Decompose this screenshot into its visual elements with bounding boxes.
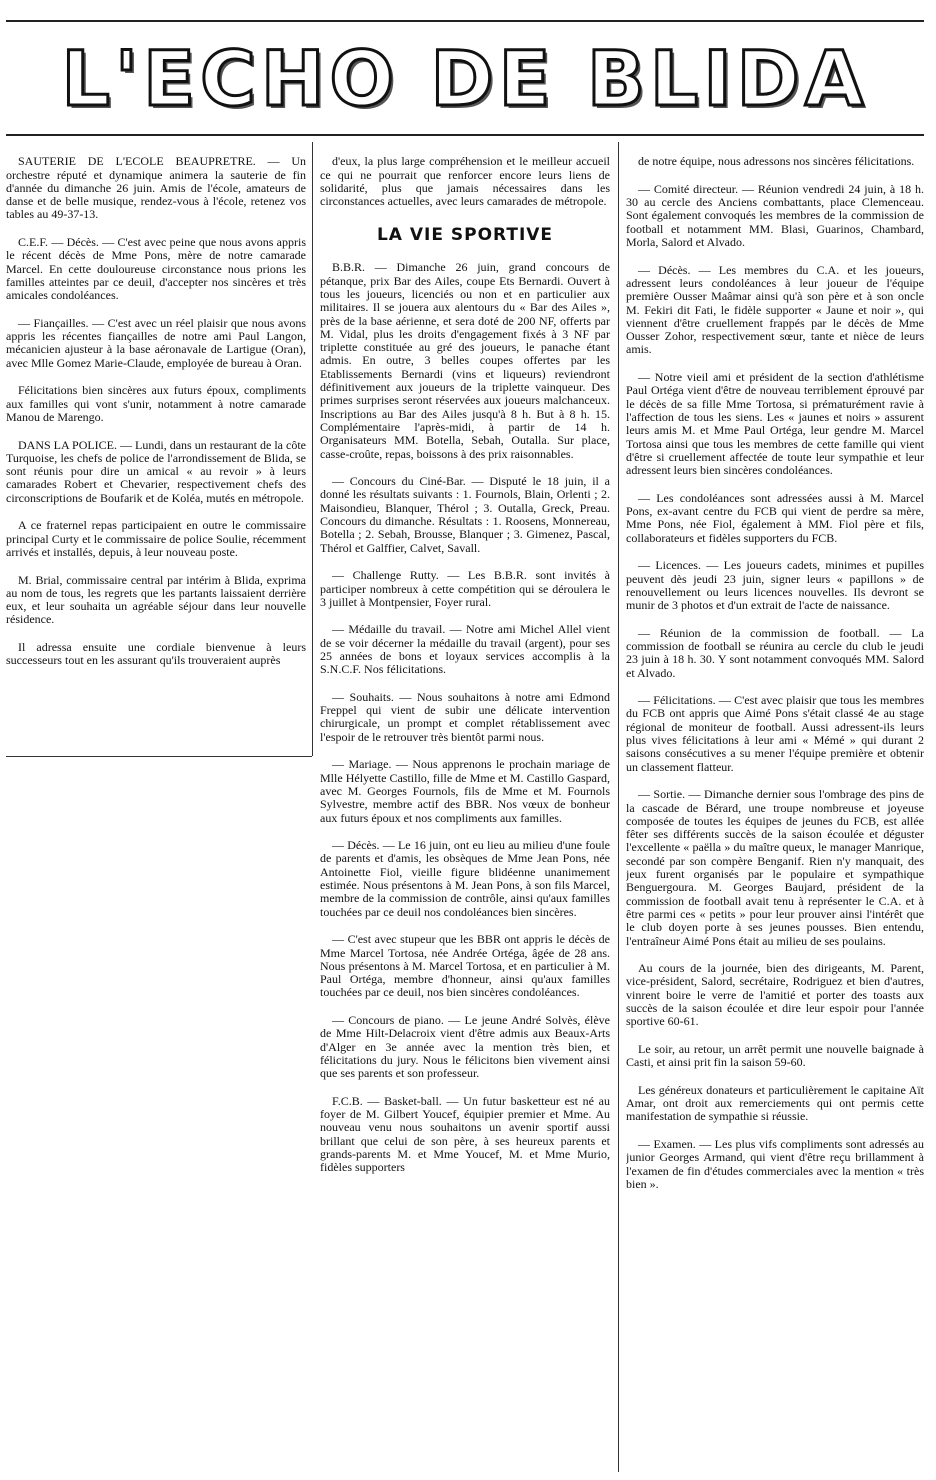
paragraph: — C'est avec stupeur que les BBR ont appris le décès de Mme Marcel Tortosa, née Andrée Ortéga, âgée de 28 ans. Nous présentons à M. Marcel Tortosa, et en particulier à M. Paul Ortéga, membre d'honneur, ainsi qu'aux familles touchées par ce deuil, nos bien sincères condoléances. bbox=[320, 932, 610, 1000]
paragraph: C.E.F. — Décès. — C'est avec peine que nous avons appris le récent décès de Mme Pons, mère de notre camarade Marcel. En cette douloureuse circonstance nous prions les familles atteintes par ce deuil, d'accepter nos sincères et très amicales condoléances. bbox=[6, 235, 306, 303]
paragraph: Les généreux donateurs et particulièrement le capitaine Aït Amar, ont droit aux remerciements qui ont permis cette manifestation de sympathie si réussie. bbox=[626, 1082, 924, 1124]
masthead bbox=[6, 20, 924, 136]
paragraph: — Fiançailles. — C'est avec un réel plaisir que nous avons appris les récentes fiançailles de notre ami Paul Langon, mécanicien ajusteur à la base aéronavale de Lartigue (Oran), avec Mlle Gomez Marie-Claude, employée de bureau à Oran. bbox=[6, 315, 306, 370]
masthead-title: L'ECHO DE BLIDA bbox=[61, 33, 869, 123]
intro-paragraph: d'eux, la plus large compréhension et le meilleur accueil ce qui ne pourrait que renforcer encore leurs liens de solidarité, plus que jamais nécessaires dans les circonstances actuelles, avec leurs camarades de métropole. bbox=[320, 154, 610, 209]
paragraph: Au cours de la journée, bien des dirigeants, M. Parent, vice-président, Salord, secrétaire, Rodriguez et bien d'autres, vinrent boire le verre de l'amitié et porter des toasts aux succès de la saison écoulée et dire leur espoir pour l'année sportive 60-61. bbox=[626, 961, 924, 1029]
paragraph: — Mariage. — Nous apprenons le prochain mariage de Mlle Hélyette Castillo, fille de Mme et M. Castillo Gaspard, avec M. Georges Fournols, fils de Mme et M. Fournols Sylvestre, membre actif des BBR. Nos vœux de bonheur aux futurs époux et nos compliments aux familles. bbox=[320, 757, 610, 825]
paragraph: A ce fraternel repas participaient en outre le commissaire principal Curty et le commissaire de police Soulie, récemment arrivés et installés, depuis, à leur nouveau poste. bbox=[6, 518, 306, 559]
paragraph: Il adressa ensuite une cordiale bienvenue à leurs successeurs tout en les assurant qu'ils trouveraient auprès bbox=[6, 639, 306, 668]
paragraph: M. Brial, commissaire central par intérim à Blida, exprima au nom de tous, les regrets que les partants laissaient derrière eux, et leur souhaita un agréable séjour dans leur nouvelle résidence. bbox=[6, 572, 306, 627]
paragraph: B.B.R. — Dimanche 26 juin, grand concours de pétanque, prix Bar des Ailes, coupe Ets Bernardi. Ouvert à tous les joueurs, licenciés ou non et en particulier aux militaires. Il se jouera aux alentours du « Bar des Ailes », près de la base aérienne, et sera doté de 200 NF, offerts par M. Vidal, plus les droits d'engagement fixés à 3 NF par triplette constituée au gré des joueurs, le panache étant admis. En outre, 3 belles coupes offertes par les Etablissements Bernardi (vins et liqueurs) reviendront définitivement aux joueurs de la triplette vainqueur. Des primes surprises seront réservées aux joueurs malchanceux. Inscriptions au Bar des Ailes jusqu'à 8 h. But à 8 h. 15. Complémentaire l'après-midi, à partir de 14 h. Organisateurs MM. Botella, Sebah, Outalla. Sur place, casse-croûte, repas, boissons à des prix raisonnables. bbox=[320, 260, 610, 461]
paragraph: de notre équipe, nous adressons nos sincères félicitations. bbox=[638, 154, 915, 169]
paragraph: — Sortie. — Dimanche dernier sous l'ombrage des pins de la cascade de Bérard, une troupe nombreuse et joyeuse composée de toutes les équipes de jeunes du FCB, est allée fêter ses différents succès de la saison écoulée et déguster l'excellente « paëlla » du maître queux, le manager Manrique, secondé par son compère Benganif. Rien n'y manquait, des jeux furent organisés par le populaire et sympathique Benguergoura. M. Georges Baujard, président de la commission de football avait tenu à représenter le C.A. et à être parmi ces « petits » pour leur prouver ainsi l'intérêt que le club doyen porte à ses jeunes pousses. Bien entendu, l'entraîneur Aimé Pons était au milieu de ses poulains. bbox=[626, 787, 924, 948]
paragraph: — Notre vieil ami et président de la section d'athlétisme Paul Ortéga vient d'être de nouveau terriblement éprouvé par le décès de sa fille Mme Tortosa, si prématurément ravie à l'affection de tous les siens. Les « jaunes et noirs » assurent leurs amis M. et Mme Paul Ortéga, leur gendre M. Marcel Tortosa ainsi que tous les membres de cette famille qui vient d'être si cruellement affectée de toute leur sympathie et leur adressent leurs bien sincères condoléances. bbox=[626, 370, 924, 478]
paragraph: SAUTERIE DE L'ECOLE BEAUPRETRE. — Un orchestre réputé et dynamique animera la sauterie de fin d'année du dimanche 26 juin. Amis de l'école, amateurs de danse et de belle musique, rendez-vous à l'école, retenez vos tables au 49-37-13. bbox=[6, 154, 306, 222]
paragraph: — Licences. — Les joueurs cadets, minimes et pupilles peuvent dès jeudi 23 juin, signer leurs « papillons » de renouvellement ou leurs licences nouvelles. Ils devront se munir de 3 photos et d'un extrait de l'acte de naissance. bbox=[626, 558, 924, 613]
paragraph: DANS LA POLICE. — Lundi, dans un restaurant de la côte Turquoise, les chefs de police de l'arrondissement de Blida, se sont réunis pour dire un amical « au revoir » à leurs camarades Robert et Chevarier, respectivement chefs des circonscriptions de Boufarik et de Koléa, mutés en métropole. bbox=[6, 437, 306, 505]
paragraph: — Concours de piano. — Le jeune André Solvès, élève de Mme Hilt-Delacroix vient d'être admis aux Beaux-Arts d'Alger en 3e année avec la mention très bien, et félicitations du jury. Nous le félicitons bien vivement ainsi que ses parents et son professeur. bbox=[320, 1013, 610, 1081]
paragraph: Félicitations bien sincères aux futurs époux, compliments aux familles qui vont s'unir, notamment à notre camarade Manou de Marengo. bbox=[6, 383, 306, 424]
paragraph: — Félicitations. — C'est avec plaisir que tous les membres du FCB ont appris que Aimé Pons s'était classé 4e au stage régional de moniteur de football. Aussi adressent-ils leurs plus vives félicitations à leur ami « Mémé » qui durant 2 saisons consécutives a su mener l'équipe première et obtenir un classement flatteur. bbox=[626, 693, 924, 774]
paragraph: — Challenge Rutty. — Les B.B.R. sont invités à participer nombreux à cette compétition qui se déroulera le 3 juillet à Montpensier, Foyer rural. bbox=[320, 568, 610, 609]
paragraph: — Décès. — Le 16 juin, ont eu lieu au milieu d'une foule de parents et d'amis, les obsèques de Mme Jean Pons, née Antoinette Fiol, vieille figure blidéenne unanimement estimée. Nous présentons à M. Jean Pons, à son fils Marcel, membre de la commission de contrôle, ainsi qu'aux familles touchées par ce deuil nos condoléances bien sincères. bbox=[320, 838, 610, 919]
column-3 bbox=[626, 142, 924, 1472]
paragraph: — Décès. — Les membres du C.A. et les joueurs, adressent leurs condoléances à leur joueur de l'équipe première Ousser Maâmar ainsi qu'à son père et à son oncle M. Fekiri dit Fati, le fidèle supporter « Jaune et noir », qui viennent d'être cruellement frappés par le décès de Mme Ousser Zohor, respectivement sœur, tante et nièce de leurs amis. bbox=[626, 262, 924, 357]
column-1-bottom-rule bbox=[6, 756, 312, 757]
paragraph: — Médaille du travail. — Notre ami Michel Allel vient de se voir décerner la médaille du travail (argent), pour ses 25 années de bons et loyaux services accomplis à la S.N.C.F. Nos félicitations. bbox=[320, 622, 610, 677]
section-title: LA VIE SPORTIVE bbox=[376, 224, 554, 245]
paragraph: — Concours du Ciné-Bar. — Disputé le 18 juin, il a donné les résultats suivants : 1. Fournols, Blain, Orlenti ; 2. Maisondieu, Blanquer, Thérol ; 3. Outalla, Greck, Preau. Concours du dimanche. Résultats : 1. Roosens, Monnereau, Botella ; 2. Sebah, Brousse, Blanquer ; 3. Gimenez, Pascal, Thérol et Galffier, Calvet, Savall. bbox=[320, 474, 610, 555]
paragraph: — Examen. — Les plus vifs compliments sont adressés au junior Georges Armand, qui vient d'être reçu brillamment à l'examen de fin d'études commerciales avec la mention « très bien ». bbox=[626, 1136, 924, 1191]
column-2-right-rule bbox=[618, 142, 619, 1472]
paragraph: — Comité directeur. — Réunion vendredi 24 juin, à 18 h. 30 au cercle des Anciens combattants, place Clemenceau. Sont également convoqués les membres de la commission de football et notamment MM. Blasi, Guarinos, Chambard, Morla, Salord et Alvado. bbox=[626, 181, 924, 250]
column-1-right-rule bbox=[312, 142, 313, 756]
column-1 bbox=[6, 142, 306, 752]
column-2 bbox=[320, 142, 610, 1472]
paragraph: — Les condoléances sont adressées aussi à M. Marcel Pons, ex-avant centre du FCB qui vient de perdre sa mère, Mme Pons, née Fiol, également à MM. Fiol père et fils, collaborateurs et fidèles supporters du FCB. bbox=[626, 490, 924, 545]
paragraph: — Souhaits. — Nous souhaitons à notre ami Edmond Freppel qui vient de subir une délicate intervention chirurgicale, un prompt et complet rétablissement avec l'espoir de le retrouver très bientôt parmi nous. bbox=[320, 689, 610, 744]
paragraph: Le soir, au retour, un arrêt permit une nouvelle baignade à Casti, et ainsi prit fin la saison 59-60. bbox=[626, 1041, 924, 1070]
paragraph: F.C.B. — Basket-ball. — Un futur basketteur est né au foyer de M. Gilbert Youcef, équipier premier et Mme. Au nouveau venu nous souhaitons un avenir sportif aussi brillant que celui de son père, à ses heureux parents et grands-parents M. et Mme Youcef, M. et Mme Murio, fidèles supporters bbox=[320, 1093, 610, 1175]
paragraph: — Réunion de la commission de football. — La commission de football se réunira au cercle du club le jeudi 23 juin à 18 h. 30. Y sont notamment convoqués MM. Salord et Alvado. bbox=[626, 625, 924, 680]
